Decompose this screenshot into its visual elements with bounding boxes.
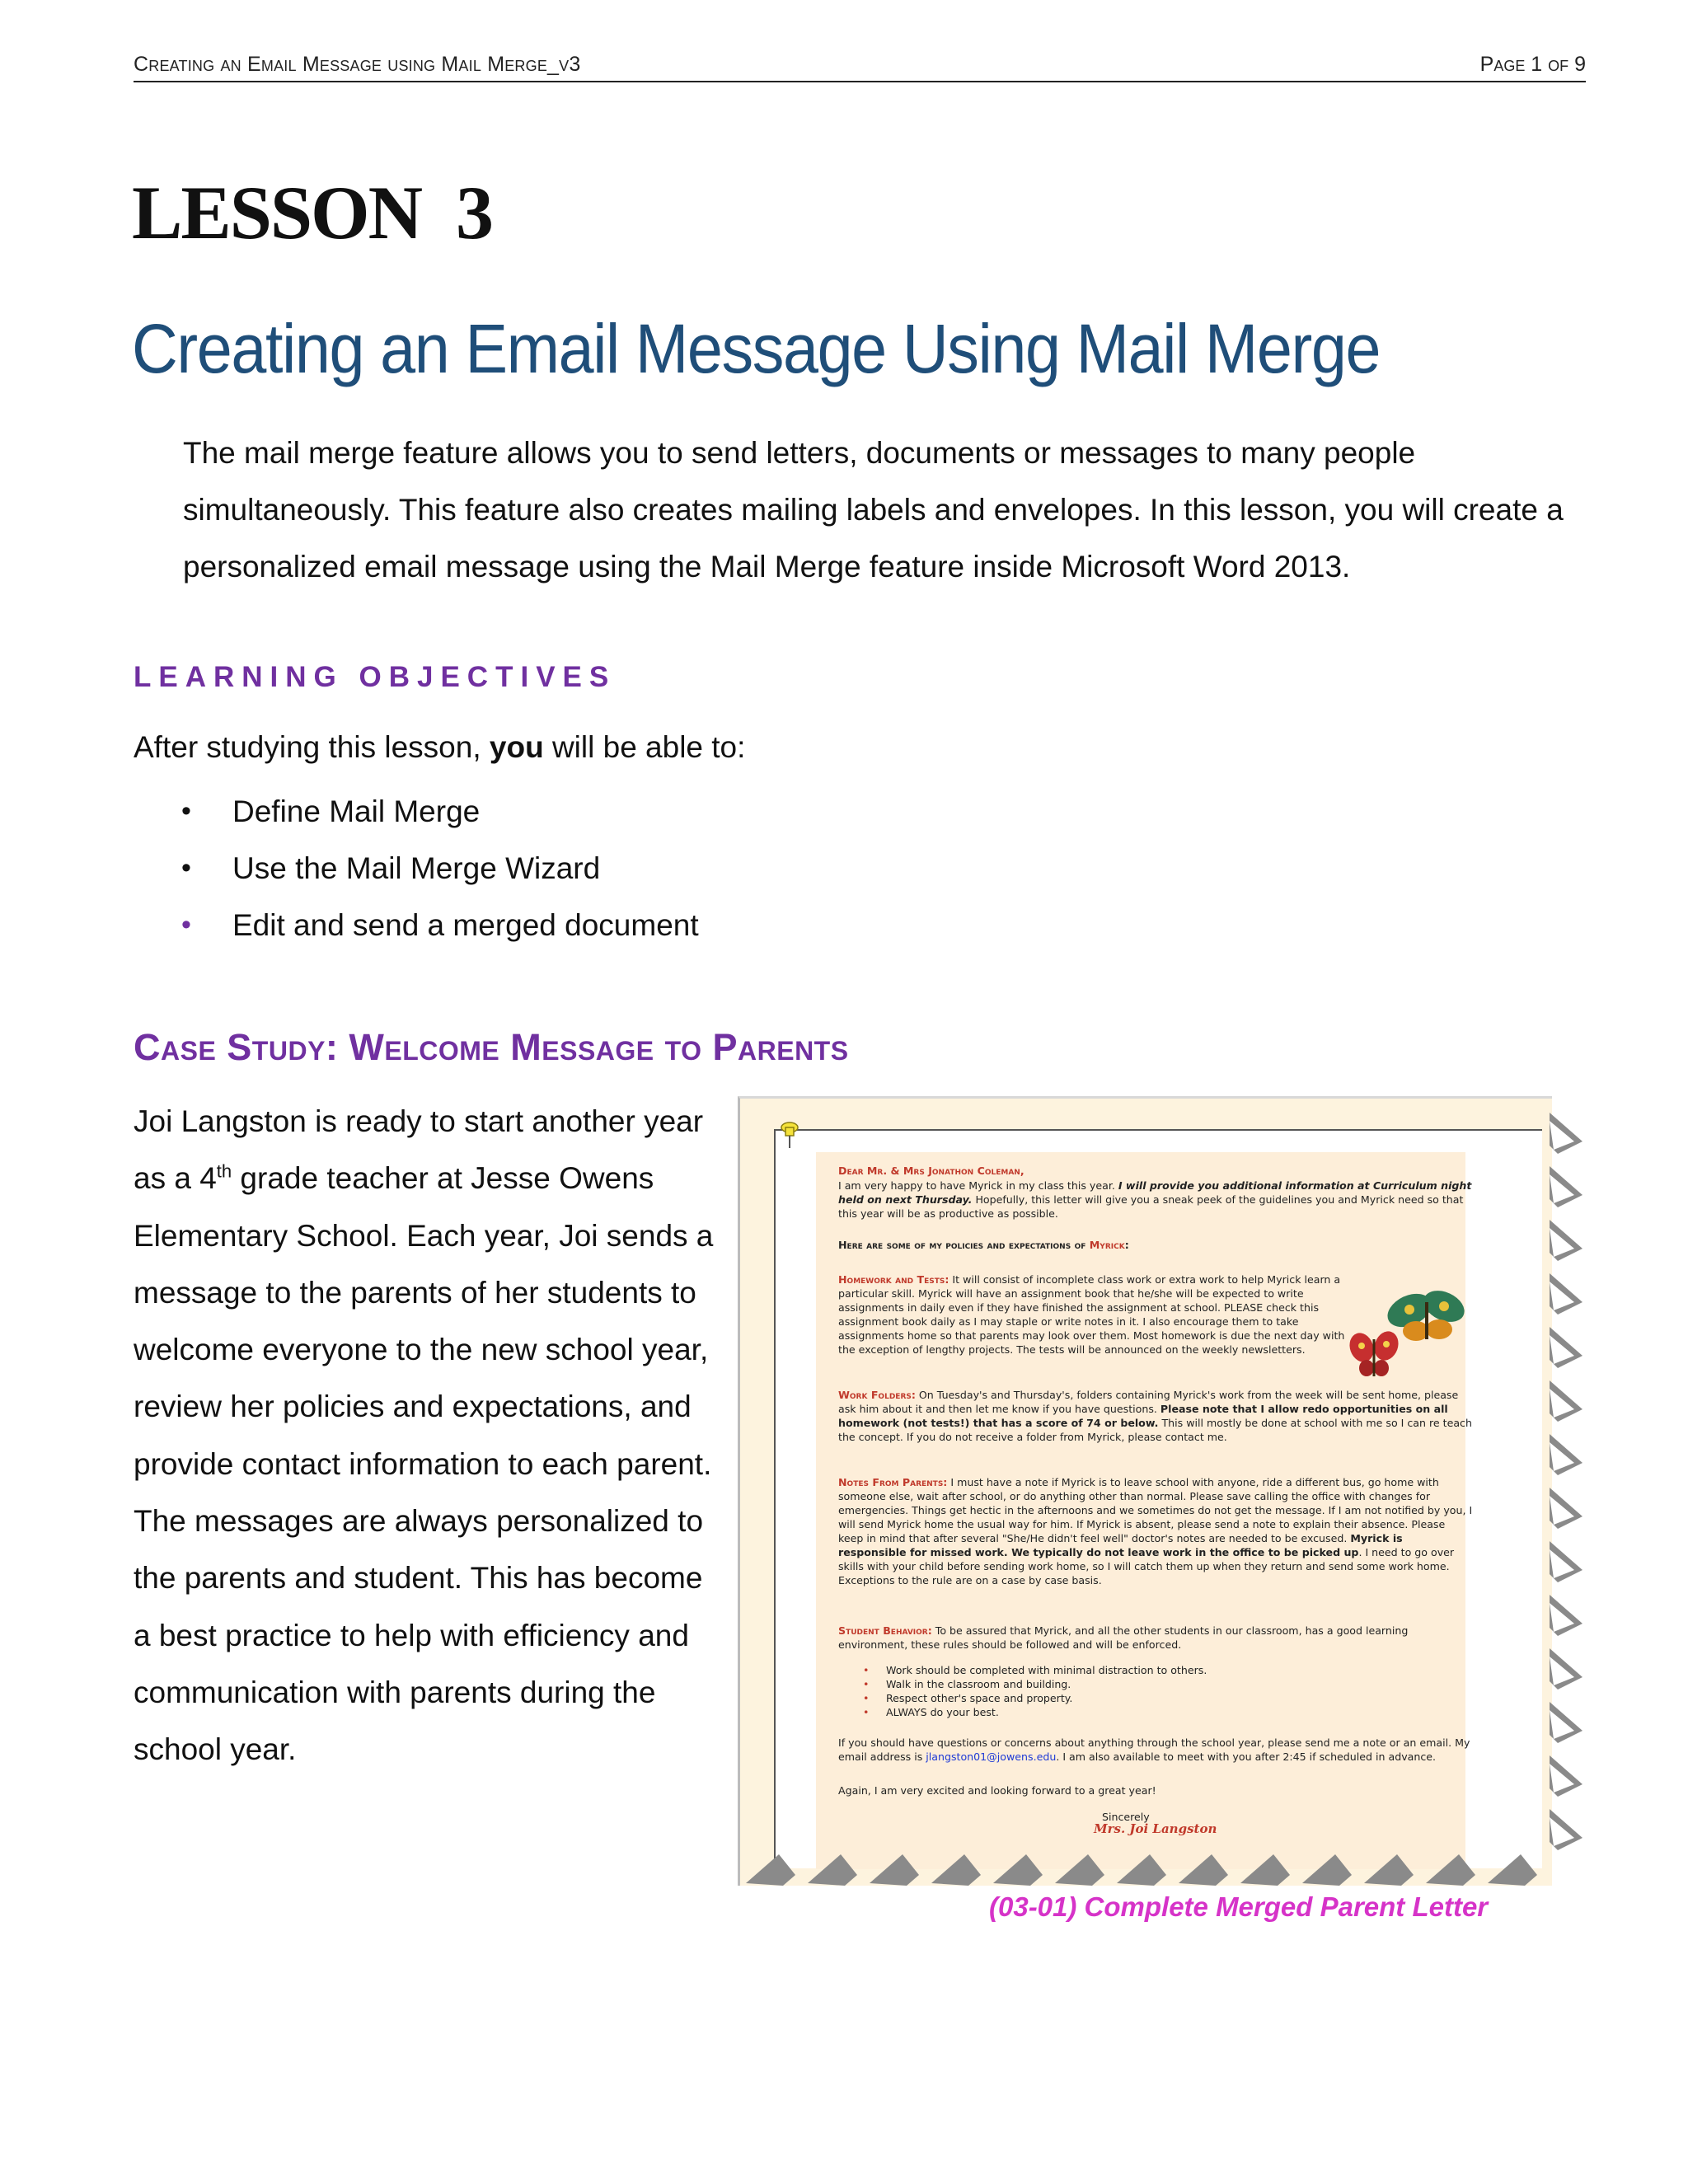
objectives-heading: LEARNING OBJECTIVES [134,661,617,693]
letter-notes-from-parents [838,1475,1473,1587]
section-heading: Work Folders: [838,1389,916,1401]
letter-text: If you should have questions or concerns about anything through the school year, please send me a note or an email. My email address is [838,1736,1470,1763]
list-item [134,897,699,954]
rules-list [838,1663,1473,1719]
pushpin-icon [779,1121,800,1149]
letter-rules [838,1663,1473,1719]
list-item: • Respect other's space and property. [886,1691,1473,1705]
letter-text-emphasis: Myrick is responsible for missed work. We typically do not leave work in the office to be picked up [838,1532,1403,1558]
list-item [134,783,699,840]
page-title: Creating an Email Message Using Mail Merge [132,310,1381,387]
letter-text: . I am also available to meet with you after 2:45 if scheduled in advance. [1056,1750,1437,1763]
list-item: • Work should be completed with minimal distraction to others. [886,1663,1473,1677]
letter-closing: Again, I am very excited and looking forward to a great year! [838,1784,1156,1797]
running-header [134,51,1586,82]
bullet-icon: • [181,909,191,940]
letter-signature: Mrs. Joi Langston [1094,1821,1217,1836]
objectives-lead-text-end: will be able to: [543,730,746,764]
letter-homework [838,1272,1349,1357]
letter-intro [838,1179,1473,1221]
letter-text: To be assured that Myrick, and all the other students in our classroom, has a good learning environment, these rules should be followed and will be enforced. [838,1624,1409,1651]
butterflies-icon [1343,1290,1475,1380]
letter-text: It will consist of incomplete class work or extra work to help Myrick learn a particular skill. Myrick will have an assignment book that he/she will be expected to write assignments in daily even if they have finished the assignment at school. PLEASE check this assignment book daily as I may staple or write notes in it. I also encourage them to take assignments home so that parents may look over them. Most homework is due the next day with the exception of lengthy projects. The tests will be announced on the weekly newsletters. [838,1273,1345,1356]
case-study-text-rest: grade teacher at Jesse Owens Elementary School. Each year, Joi sends a message to the parents of her students to welcome everyone to the new school year, review her policies and expectations, and provide contact information to each parent. The messages are always personalized to the parents and student. This has become a best practice to help with efficiency and communication with parents during the school year. [134,1161,714,1767]
objectives-lead-bold: you [489,730,544,764]
page-number: Page 1 of 9 [1479,53,1586,76]
case-study-heading: Case Study: Welcome Message to Parents [134,1026,849,1068]
section-heading: Student Behavior: [838,1624,932,1637]
objectives-lead-text: After studying this lesson, [134,730,490,764]
bullet-icon: • [181,795,191,827]
letter-text: I must have a note if Myrick is to leave school with anyone, ride a different bus, go home with someone else, wait after school, or do anything other than normal. Please save calling the office with changes for emergencies. Things get hectic in the afternoons and we sometimes do not get the message. If I am not notified by you, I will send Myrick home the usual way for him. If Myrick is absent, please send a note to explain their absence. Please keep in mind that after several "She/He didn't feel well" doctor's notes are needed to be excused. [838,1476,1473,1544]
section-heading: Notes From Parents: [838,1476,948,1488]
ordinal-suffix: th [216,1160,232,1182]
letter-sincerely: Sincerely [1102,1811,1150,1823]
letter-salutation: Dear Mr. & Mrs Jonathon Coleman, [838,1165,1025,1177]
letter-text: This will mostly be done at school with me so I can re teach the concept. If you do not receive a folder from Myrick, please contact me. [838,1417,1472,1443]
letter-text-emphasis: I will provide you additional information at Curriculum night held on next Thursday. [838,1179,1472,1206]
list-item-label: Define Mail Merge [232,794,481,828]
letter-text: I am very happy to have Myrick in my class this year. [838,1179,1118,1192]
objectives-list [134,783,699,954]
letter-text: Here are some of my policies and expectations of [838,1239,1090,1251]
letter-policies-intro [838,1238,1473,1252]
list-item [134,840,699,897]
document-filename: Creating an Email Message using Mail Merge_v3 [134,53,581,76]
list-item-label: Edit and send a merged document [232,908,699,942]
list-item: • ALWAYS do your best. [886,1705,1473,1719]
case-study-paragraph [134,1093,727,1779]
letter-text: On Tuesday's and Thursday's, folders containing Myrick's work from the week will be sent home, please ask him about it and then let me know if you have questions. [838,1389,1459,1415]
email-link[interactable]: jlangston01@jowens.edu [926,1750,1057,1763]
letter-text-emphasis: Please note that I allow redo opportunities on all homework (not tests!) that has a score of 74 or below. [838,1403,1448,1429]
letter-contact [838,1736,1473,1764]
parent-letter-figure [738,1096,1587,1887]
figure-caption: (03-01) Complete Merged Parent Letter [989,1891,1489,1922]
bullet-icon: • [181,852,191,883]
letter-text: : [1124,1239,1129,1251]
letter-student-behavior [838,1624,1473,1652]
letter-work-folders [838,1388,1473,1444]
letter-text: . I need to go over skills with your child before sending work home, so I will catch them up when they return and send some work home. Exceptions to the rule are on a case by case basis. [838,1546,1455,1586]
lesson-number: LESSON 3 [132,171,493,255]
intro-paragraph: The mail merge feature allows you to send letters, documents or messages to many people simultaneously. This feature also creates mailing labels and envelopes. In this lesson, you will create a personalized email message using the Mail Merge feature inside Microsoft Word 2013. [183,436,1564,583]
letter-text: Hopefully, this letter will give you a sneak peek of the guidelines you and Myrick need so that this year will be as productive as possible. [838,1193,1464,1220]
case-study-text: Joi Langston is ready to start another year as a 4 [134,1104,704,1196]
list-item: • Walk in the classroom and building. [886,1677,1473,1691]
objectives-lead [134,730,745,765]
section-heading: Homework and Tests: [838,1273,950,1286]
letter-greeting [838,1164,1473,1178]
student-name: Myrick [1089,1239,1125,1251]
list-item-label: Use the Mail Merge Wizard [232,851,601,885]
